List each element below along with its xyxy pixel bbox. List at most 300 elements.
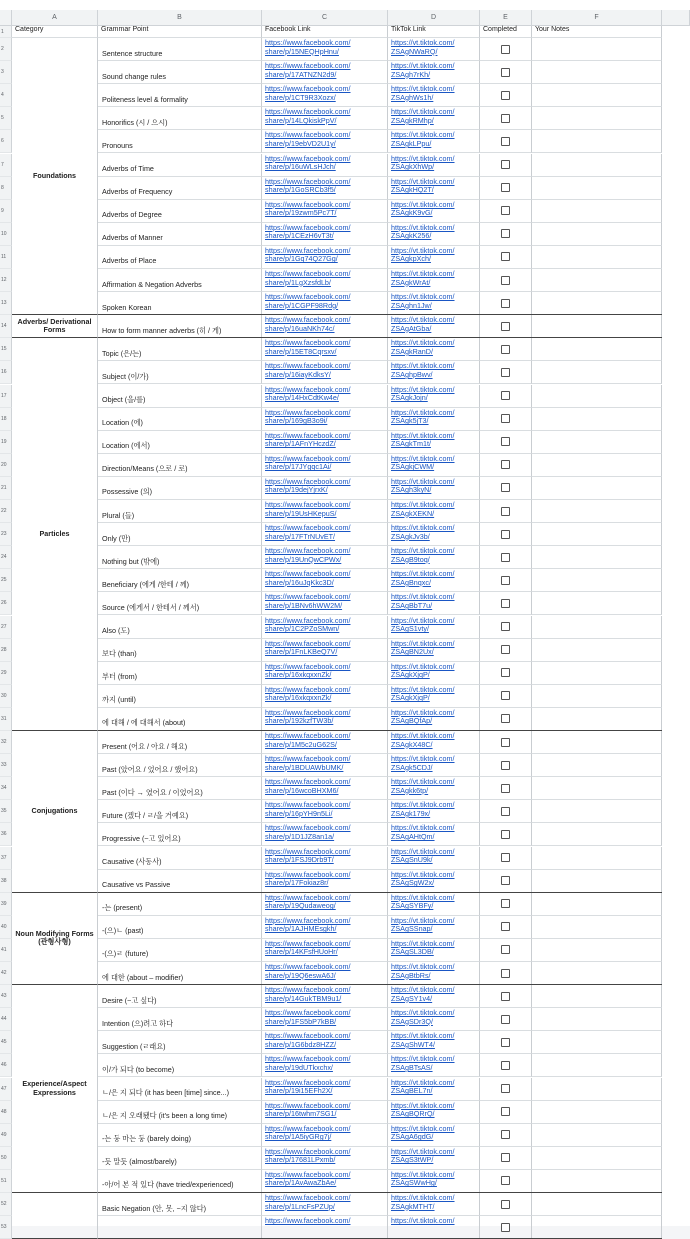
tiktok-link-path[interactable]: ZSAgkk6tp/ <box>391 785 429 795</box>
facebook-link[interactable] <box>262 408 388 431</box>
facebook-link-path[interactable]: share/p/16xkqxxnZk/ <box>265 670 332 680</box>
facebook-link-path[interactable]: share/p/14KFsfHUoHr/ <box>265 947 338 957</box>
tiktok-link-domain[interactable]: https://vt.tiktok.com/ <box>391 199 455 209</box>
facebook-link-path[interactable]: share/p/1A5iyGRg7j/ <box>265 1132 332 1142</box>
tiktok-link[interactable] <box>388 546 480 569</box>
facebook-link-path[interactable]: share/p/1G6bdz8HZZ/ <box>265 1039 337 1049</box>
facebook-link[interactable] <box>262 500 388 523</box>
tiktok-link-domain[interactable]: https://vt.tiktok.com/ <box>391 222 455 232</box>
tiktok-link-path[interactable]: ZSAgNWaRQ/ <box>391 46 438 56</box>
facebook-link-domain[interactable]: https://www.facebook.com/ <box>265 592 351 602</box>
tiktok-link-path[interactable]: ZSAgSgW2x/ <box>391 878 435 888</box>
facebook-link-path[interactable]: share/p/19i15EFh2X/ <box>265 1086 333 1096</box>
facebook-link[interactable] <box>262 454 388 477</box>
facebook-link-path[interactable]: share/p/1AFnYHczdZ/ <box>265 439 336 449</box>
facebook-link-path[interactable]: share/p/19zwm5Pc7T/ <box>265 208 337 218</box>
notes-cell[interactable] <box>532 1101 662 1124</box>
completed-checkbox[interactable] <box>501 1015 510 1024</box>
facebook-link-domain[interactable]: https://www.facebook.com/ <box>265 684 351 694</box>
tiktok-link-path[interactable]: ZSAgkWrAt/ <box>391 277 431 287</box>
tiktok-link[interactable] <box>388 292 480 315</box>
facebook-link-domain[interactable]: https://www.facebook.com/ <box>265 476 351 486</box>
tiktok-link[interactable] <box>388 962 480 985</box>
facebook-link-path[interactable]: share/p/19dUTkxchx/ <box>265 1062 333 1072</box>
notes-cell[interactable] <box>532 431 662 454</box>
notes-cell[interactable] <box>532 893 662 916</box>
tiktok-link[interactable] <box>388 639 480 662</box>
tiktok-link-path[interactable]: ZSAgBtbRs/ <box>391 970 431 980</box>
tiktok-link[interactable] <box>388 662 480 685</box>
completed-checkbox[interactable] <box>501 553 510 562</box>
tiktok-link[interactable] <box>388 154 480 177</box>
notes-cell[interactable] <box>532 223 662 246</box>
facebook-link-domain[interactable]: https://www.facebook.com/ <box>265 754 351 764</box>
facebook-link-path[interactable]: share/p/15NEQHpHnu/ <box>265 46 339 56</box>
tiktok-link[interactable] <box>388 223 480 246</box>
tiktok-link[interactable] <box>388 523 480 546</box>
completed-checkbox[interactable] <box>501 668 510 677</box>
completed-checkbox[interactable] <box>501 276 510 285</box>
notes-cell[interactable] <box>532 708 662 731</box>
facebook-link-path[interactable]: share/p/15ET8Cqrsxv/ <box>265 346 337 356</box>
completed-checkbox[interactable] <box>501 1084 510 1093</box>
facebook-link-path[interactable]: share/p/16wcoBHXM6/ <box>265 785 339 795</box>
tiktok-link-path[interactable]: ZSAgkX48C/ <box>391 739 433 749</box>
notes-cell[interactable] <box>532 200 662 223</box>
notes-cell[interactable] <box>532 985 662 1008</box>
facebook-link[interactable] <box>262 177 388 200</box>
notes-cell[interactable] <box>532 754 662 777</box>
notes-cell[interactable] <box>532 685 662 708</box>
facebook-link-domain[interactable]: https://www.facebook.com/ <box>265 962 351 971</box>
facebook-link-path[interactable]: share/p/192kzfTW3b/ <box>265 716 334 726</box>
facebook-link-path[interactable]: share/p/19Qudaweog/ <box>265 901 336 911</box>
facebook-link-path[interactable]: share/p/1BNv6hWW2M/ <box>265 600 343 610</box>
completed-checkbox[interactable] <box>501 830 510 839</box>
notes-cell[interactable] <box>532 592 662 615</box>
facebook-link-domain[interactable]: https://www.facebook.com/ <box>265 1123 351 1133</box>
tiktok-link[interactable] <box>388 731 480 754</box>
column-header-a[interactable]: A <box>12 10 98 26</box>
tiktok-link[interactable] <box>388 985 480 1008</box>
facebook-link-domain[interactable]: https://www.facebook.com/ <box>265 638 351 648</box>
tiktok-link[interactable] <box>388 1216 480 1239</box>
facebook-link[interactable] <box>262 823 388 846</box>
tiktok-link-path[interactable]: ZSAgBTsAS/ <box>391 1062 433 1072</box>
facebook-link[interactable] <box>262 338 388 361</box>
tiktok-link-path[interactable]: ZSAgkRMhp/ <box>391 115 434 125</box>
notes-cell[interactable] <box>532 1054 662 1077</box>
notes-cell[interactable] <box>532 1147 662 1170</box>
notes-cell[interactable] <box>532 500 662 523</box>
tiktok-link[interactable] <box>388 870 480 893</box>
notes-cell[interactable] <box>532 800 662 823</box>
tiktok-link[interactable] <box>388 1008 480 1031</box>
facebook-link-path[interactable]: share/p/14GukTBM9u1/ <box>265 993 342 1003</box>
tiktok-link-path[interactable]: ZSAghWs1h/ <box>391 92 434 102</box>
tiktok-link-path[interactable]: ZSAgBN2Ux/ <box>391 647 434 657</box>
tiktok-link-path[interactable]: ZSAgSYBFy/ <box>391 901 434 911</box>
tiktok-link[interactable] <box>388 177 480 200</box>
notes-cell[interactable] <box>532 38 662 61</box>
tiktok-link[interactable] <box>388 84 480 107</box>
tiktok-link-domain[interactable]: https://vt.tiktok.com/ <box>391 823 455 833</box>
facebook-link[interactable] <box>262 754 388 777</box>
facebook-link-path[interactable]: share/p/19UsHKepuS/ <box>265 508 337 518</box>
tiktok-link-domain[interactable]: https://vt.tiktok.com/ <box>391 453 455 463</box>
facebook-link[interactable] <box>262 523 388 546</box>
tiktok-link-domain[interactable]: https://vt.tiktok.com/ <box>391 1146 455 1156</box>
notes-cell[interactable] <box>532 61 662 84</box>
tiktok-link-domain[interactable]: https://vt.tiktok.com/ <box>391 892 455 902</box>
tiktok-link-path[interactable]: ZSAgB9toq/ <box>391 554 430 564</box>
facebook-link[interactable] <box>262 269 388 292</box>
completed-checkbox[interactable] <box>501 1176 510 1185</box>
facebook-link-domain[interactable]: https://www.facebook.com/ <box>265 1077 351 1087</box>
facebook-link-domain[interactable]: https://www.facebook.com/ <box>265 199 351 209</box>
tiktok-link[interactable] <box>388 777 480 800</box>
notes-cell[interactable] <box>532 870 662 893</box>
notes-cell[interactable] <box>532 662 662 685</box>
completed-checkbox[interactable] <box>501 599 510 608</box>
tiktok-link-domain[interactable]: https://vt.tiktok.com/ <box>391 938 455 948</box>
tiktok-link-path[interactable]: ZSAgh7rKh/ <box>391 69 431 79</box>
column-header-d[interactable]: D <box>388 10 480 26</box>
completed-checkbox[interactable] <box>501 899 510 908</box>
notes-cell[interactable] <box>532 454 662 477</box>
facebook-link-domain[interactable]: https://www.facebook.com/ <box>265 107 351 117</box>
notes-cell[interactable] <box>532 847 662 870</box>
facebook-link[interactable] <box>262 1216 388 1239</box>
notes-cell[interactable] <box>532 639 662 662</box>
facebook-link-domain[interactable]: https://www.facebook.com/ <box>265 523 351 533</box>
facebook-link-domain[interactable]: https://www.facebook.com/ <box>265 1193 351 1202</box>
facebook-link-path[interactable]: share/p/1LncFsPZUp/ <box>265 1201 335 1211</box>
facebook-link-path[interactable]: share/p/1AvAwaZbAe/ <box>265 1178 337 1188</box>
facebook-link-path[interactable]: share/p/16uJqKkc3D/ <box>265 577 334 587</box>
facebook-link-domain[interactable]: https://www.facebook.com/ <box>265 292 351 302</box>
facebook-link[interactable] <box>262 708 388 731</box>
facebook-link-domain[interactable]: https://www.facebook.com/ <box>265 546 351 556</box>
facebook-link[interactable] <box>262 569 388 592</box>
facebook-link-domain[interactable]: https://www.facebook.com/ <box>265 985 351 995</box>
tiktok-link-path[interactable]: ZSAgS3tWP/ <box>391 1155 434 1165</box>
tiktok-link-path[interactable]: ZSAgBEL7n/ <box>391 1086 433 1096</box>
notes-cell[interactable] <box>532 269 662 292</box>
tiktok-link[interactable] <box>388 823 480 846</box>
facebook-link-domain[interactable]: https://www.facebook.com/ <box>265 1100 351 1110</box>
tiktok-link-domain[interactable]: https://vt.tiktok.com/ <box>391 846 455 856</box>
tiktok-link-domain[interactable]: https://vt.tiktok.com/ <box>391 292 455 302</box>
tiktok-link[interactable] <box>388 1054 480 1077</box>
facebook-link[interactable] <box>262 962 388 985</box>
completed-checkbox[interactable] <box>501 530 510 539</box>
tiktok-link-domain[interactable]: https://vt.tiktok.com/ <box>391 61 455 71</box>
tiktok-link-path[interactable]: ZSAgkLPpu/ <box>391 138 432 148</box>
tiktok-link[interactable] <box>388 1101 480 1124</box>
completed-checkbox[interactable] <box>501 322 510 331</box>
facebook-link[interactable] <box>262 1147 388 1170</box>
tiktok-link[interactable] <box>388 338 480 361</box>
tiktok-link-path[interactable]: ZSAgkpXch/ <box>391 254 431 264</box>
notes-cell[interactable] <box>532 616 662 639</box>
facebook-link-domain[interactable]: https://www.facebook.com/ <box>265 1054 351 1064</box>
tiktok-link-domain[interactable]: https://vt.tiktok.com/ <box>391 1054 455 1064</box>
completed-checkbox[interactable] <box>501 945 510 954</box>
notes-cell[interactable] <box>532 1193 662 1216</box>
completed-checkbox[interactable] <box>501 876 510 885</box>
tiktok-link-path[interactable]: ZSAgAHtQm/ <box>391 831 435 841</box>
tiktok-link[interactable] <box>388 361 480 384</box>
tiktok-link-path[interactable]: ZSAgBQfAp/ <box>391 716 433 726</box>
tiktok-link[interactable] <box>388 38 480 61</box>
facebook-link[interactable] <box>262 361 388 384</box>
facebook-link-domain[interactable]: https://www.facebook.com/ <box>265 892 351 902</box>
facebook-link-domain[interactable]: https://www.facebook.com/ <box>265 661 351 671</box>
facebook-link[interactable] <box>262 246 388 269</box>
facebook-link[interactable] <box>262 1031 388 1054</box>
facebook-link[interactable] <box>262 1193 388 1216</box>
tiktok-link-domain[interactable]: https://vt.tiktok.com/ <box>391 615 455 625</box>
facebook-link[interactable] <box>262 1124 388 1147</box>
completed-checkbox[interactable] <box>501 969 510 978</box>
completed-checkbox[interactable] <box>501 761 510 770</box>
completed-checkbox[interactable] <box>501 1061 510 1070</box>
tiktok-link-domain[interactable]: https://vt.tiktok.com/ <box>391 130 455 140</box>
tiktok-link[interactable] <box>388 61 480 84</box>
facebook-link-path[interactable]: share/p/14HxCdtKw4e/ <box>265 393 339 403</box>
facebook-link-domain[interactable]: https://www.facebook.com/ <box>265 500 351 509</box>
notes-cell[interactable] <box>532 130 662 153</box>
tiktok-link-path[interactable]: ZSAghpBwv/ <box>391 369 433 379</box>
notes-cell[interactable] <box>532 1216 662 1239</box>
facebook-link[interactable] <box>262 916 388 939</box>
tiktok-link[interactable] <box>388 939 480 962</box>
tiktok-link-domain[interactable]: https://vt.tiktok.com/ <box>391 84 455 94</box>
tiktok-link[interactable] <box>388 685 480 708</box>
facebook-link-domain[interactable]: https://www.facebook.com/ <box>265 707 351 717</box>
tiktok-link[interactable] <box>388 847 480 870</box>
notes-cell[interactable] <box>532 569 662 592</box>
completed-checkbox[interactable] <box>501 853 510 862</box>
tiktok-link[interactable] <box>388 754 480 777</box>
facebook-link[interactable] <box>262 154 388 177</box>
facebook-link[interactable] <box>262 200 388 223</box>
tiktok-link-path[interactable]: ZSAgkMTHT/ <box>391 1201 435 1211</box>
notes-cell[interactable] <box>532 777 662 800</box>
facebook-link-domain[interactable]: https://www.facebook.com/ <box>265 222 351 232</box>
facebook-link-domain[interactable]: https://www.facebook.com/ <box>265 1146 351 1156</box>
facebook-link-domain[interactable]: https://www.facebook.com/ <box>265 338 351 348</box>
facebook-link-domain[interactable]: https://www.facebook.com/ <box>265 176 351 186</box>
facebook-link-domain[interactable]: https://www.facebook.com/ <box>265 1169 351 1179</box>
tiktok-link[interactable] <box>388 1170 480 1193</box>
facebook-link[interactable] <box>262 985 388 1008</box>
completed-checkbox[interactable] <box>501 391 510 400</box>
tiktok-link[interactable] <box>388 500 480 523</box>
tiktok-link-domain[interactable]: https://vt.tiktok.com/ <box>391 269 455 278</box>
facebook-link-domain[interactable]: https://www.facebook.com/ <box>265 938 351 948</box>
facebook-link-path[interactable]: share/p/1LgXzsfdLb/ <box>265 277 331 287</box>
tiktok-link-path[interactable]: ZSAgA6gdG/ <box>391 1132 434 1142</box>
tiktok-link-domain[interactable]: https://vt.tiktok.com/ <box>391 800 455 810</box>
tiktok-link-path[interactable]: ZSAgkJv3b/ <box>391 531 430 541</box>
facebook-link[interactable] <box>262 431 388 454</box>
notes-cell[interactable] <box>532 731 662 754</box>
completed-checkbox[interactable] <box>501 645 510 654</box>
completed-checkbox[interactable] <box>501 460 510 469</box>
facebook-link-domain[interactable]: https://www.facebook.com/ <box>265 777 351 787</box>
completed-checkbox[interactable] <box>501 507 510 516</box>
tiktok-link[interactable] <box>388 315 480 338</box>
completed-checkbox[interactable] <box>501 1130 510 1139</box>
completed-checkbox[interactable] <box>501 576 510 585</box>
tiktok-link-path[interactable]: ZSAgkXhWp/ <box>391 162 435 172</box>
facebook-link-path[interactable]: share/p/1C2PZoSMwn/ <box>265 624 340 634</box>
facebook-link-domain[interactable]: https://www.facebook.com/ <box>265 38 351 47</box>
tiktok-link-path[interactable]: ZSAgSL3DB/ <box>391 947 434 957</box>
completed-checkbox[interactable] <box>501 622 510 631</box>
facebook-link-domain[interactable]: https://www.facebook.com/ <box>265 153 351 163</box>
tiktok-link-domain[interactable]: https://vt.tiktok.com/ <box>391 1008 455 1018</box>
facebook-link-domain[interactable]: https://www.facebook.com/ <box>265 869 351 879</box>
facebook-link-path[interactable]: share/p/16pYH9n5Li/ <box>265 808 333 818</box>
tiktok-link-path[interactable]: ZSAgBnqxc/ <box>391 577 431 587</box>
tiktok-link[interactable] <box>388 1147 480 1170</box>
tiktok-link-domain[interactable]: https://vt.tiktok.com/ <box>391 707 455 717</box>
facebook-link[interactable] <box>262 800 388 823</box>
tiktok-link-path[interactable]: ZSAghn1Jw/ <box>391 300 432 310</box>
facebook-link[interactable] <box>262 61 388 84</box>
facebook-link-domain[interactable]: https://www.facebook.com/ <box>265 361 351 371</box>
facebook-link[interactable] <box>262 38 388 61</box>
facebook-link[interactable] <box>262 130 388 153</box>
notes-cell[interactable] <box>532 315 662 338</box>
tiktok-link[interactable] <box>388 408 480 431</box>
completed-checkbox[interactable] <box>501 807 510 816</box>
tiktok-link-domain[interactable]: https://vt.tiktok.com/ <box>391 777 455 787</box>
tiktok-link-domain[interactable]: https://vt.tiktok.com/ <box>391 661 455 671</box>
completed-checkbox[interactable] <box>501 1107 510 1116</box>
completed-checkbox[interactable] <box>501 1223 510 1232</box>
tiktok-link-path[interactable]: ZSAgk5CDJ/ <box>391 762 433 772</box>
tiktok-link[interactable] <box>388 592 480 615</box>
completed-checkbox[interactable] <box>501 299 510 308</box>
tiktok-link-path[interactable]: ZSAgkXjqP/ <box>391 670 430 680</box>
notes-cell[interactable] <box>532 546 662 569</box>
facebook-link-domain[interactable]: https://www.facebook.com/ <box>265 823 351 833</box>
tiktok-link-path[interactable]: ZSAgSnU9k/ <box>391 855 433 865</box>
facebook-link-domain[interactable]: https://www.facebook.com/ <box>265 615 351 625</box>
tiktok-link-domain[interactable]: https://vt.tiktok.com/ <box>391 1100 455 1110</box>
completed-checkbox[interactable] <box>501 160 510 169</box>
tiktok-link[interactable] <box>388 130 480 153</box>
tiktok-link-domain[interactable]: https://vt.tiktok.com/ <box>391 500 455 509</box>
facebook-link-path[interactable]: share/p/1FS5bP7kBB/ <box>265 1016 337 1026</box>
tiktok-link-domain[interactable]: https://vt.tiktok.com/ <box>391 245 455 255</box>
facebook-link-path[interactable]: share/p/1AJHMEsgkh/ <box>265 924 337 934</box>
facebook-link[interactable] <box>262 385 388 408</box>
tiktok-link-path[interactable]: ZSAgSSnap/ <box>391 924 433 934</box>
tiktok-link-domain[interactable]: https://vt.tiktok.com/ <box>391 1123 455 1133</box>
completed-checkbox[interactable] <box>501 206 510 215</box>
facebook-link[interactable] <box>262 107 388 130</box>
facebook-link[interactable] <box>262 1008 388 1031</box>
tiktok-link-domain[interactable]: https://vt.tiktok.com/ <box>391 1077 455 1087</box>
tiktok-link-domain[interactable]: https://vt.tiktok.com/ <box>391 176 455 186</box>
tiktok-link[interactable] <box>388 431 480 454</box>
completed-checkbox[interactable] <box>501 992 510 1001</box>
notes-cell[interactable] <box>532 823 662 846</box>
facebook-link-domain[interactable]: https://www.facebook.com/ <box>265 384 351 394</box>
tiktok-link-domain[interactable]: https://vt.tiktok.com/ <box>391 38 455 47</box>
tiktok-link-path[interactable]: ZSAgkHQ2T/ <box>391 185 434 195</box>
tiktok-link-path[interactable]: ZSAgkXEKN/ <box>391 508 435 518</box>
notes-cell[interactable] <box>532 1031 662 1054</box>
notes-cell[interactable] <box>532 107 662 130</box>
facebook-link-path[interactable]: share/p/19ebVD2U1y/ <box>265 138 336 148</box>
facebook-link-path[interactable]: share/p/1Gq74Q27Gg/ <box>265 254 338 264</box>
tiktok-link-domain[interactable]: https://vt.tiktok.com/ <box>391 962 455 971</box>
completed-checkbox[interactable] <box>501 1038 510 1047</box>
facebook-link-path[interactable]: share/p/16uWLsHJch/ <box>265 162 336 172</box>
notes-cell[interactable] <box>532 523 662 546</box>
completed-checkbox[interactable] <box>501 691 510 700</box>
tiktok-link[interactable] <box>388 454 480 477</box>
notes-cell[interactable] <box>532 338 662 361</box>
facebook-link-path[interactable]: share/p/16iayKdksY/ <box>265 369 331 379</box>
facebook-link[interactable] <box>262 546 388 569</box>
facebook-link-domain[interactable]: https://www.facebook.com/ <box>265 1031 351 1041</box>
tiktok-link-domain[interactable]: https://vt.tiktok.com/ <box>391 315 455 325</box>
completed-checkbox[interactable] <box>501 414 510 423</box>
facebook-link-domain[interactable]: https://www.facebook.com/ <box>265 800 351 810</box>
tiktok-link[interactable] <box>388 385 480 408</box>
facebook-link-path[interactable]: share/p/16uaNKh74c/ <box>265 323 335 333</box>
facebook-link-path[interactable]: share/p/17Fokiaz8r/ <box>265 878 329 888</box>
completed-checkbox[interactable] <box>501 91 510 100</box>
column-header-c[interactable]: C <box>262 10 388 26</box>
facebook-link-domain[interactable]: https://www.facebook.com/ <box>265 61 351 71</box>
notes-cell[interactable] <box>532 939 662 962</box>
facebook-link-domain[interactable]: https://www.facebook.com/ <box>265 731 351 740</box>
facebook-link-path[interactable]: share/p/1BDUAWbUMK/ <box>265 762 344 772</box>
completed-checkbox[interactable] <box>501 483 510 492</box>
facebook-link[interactable] <box>262 223 388 246</box>
tiktok-link-domain[interactable]: https://vt.tiktok.com/ <box>391 153 455 163</box>
tiktok-link[interactable] <box>388 800 480 823</box>
tiktok-link-domain[interactable]: https://vt.tiktok.com/ <box>391 338 455 348</box>
tiktok-link-path[interactable]: ZSAgkTm1t/ <box>391 439 431 449</box>
facebook-link[interactable] <box>262 662 388 685</box>
completed-checkbox[interactable] <box>501 137 510 146</box>
column-header-f[interactable]: F <box>532 10 662 26</box>
notes-cell[interactable] <box>532 154 662 177</box>
completed-checkbox[interactable] <box>501 45 510 54</box>
facebook-link-path[interactable]: share/p/1D1JZ8an1a/ <box>265 831 335 841</box>
facebook-link-domain[interactable]: https://www.facebook.com/ <box>265 269 351 278</box>
facebook-link-path[interactable]: share/p/1GoSRCb3f5/ <box>265 185 336 195</box>
tiktok-link-path[interactable]: ZSAgSDr3Q/ <box>391 1016 433 1026</box>
tiktok-link-domain[interactable]: https://vt.tiktok.com/ <box>391 1169 455 1179</box>
completed-checkbox[interactable] <box>501 437 510 446</box>
tiktok-link-path[interactable]: ZSAgk5jT3/ <box>391 416 429 426</box>
tiktok-link-path[interactable]: ZSAgk179x/ <box>391 808 431 818</box>
facebook-link[interactable] <box>262 1101 388 1124</box>
completed-checkbox[interactable] <box>501 368 510 377</box>
facebook-link[interactable] <box>262 939 388 962</box>
facebook-link-domain[interactable]: https://www.facebook.com/ <box>265 569 351 579</box>
